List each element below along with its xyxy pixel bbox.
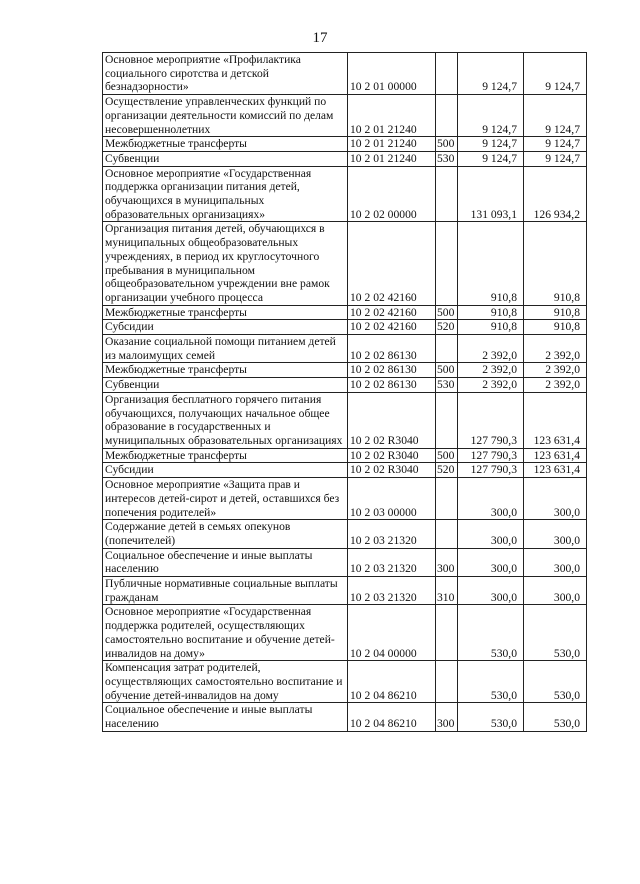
row-csr-cell: 10 2 02 42160	[348, 320, 436, 335]
row-vr-cell: 500	[436, 137, 458, 152]
row-amount-year1-cell: 530,0	[458, 661, 524, 703]
table-row	[103, 605, 587, 661]
row-amount-year2-cell: 2 392,0	[524, 378, 587, 393]
row-name-cell: Основное мероприятие «Государственная поддержка родителей, осуществляющих самостоятельно воспитание и обучение детей-инвалидов на дому»	[103, 605, 348, 661]
row-amount-year1-cell: 300,0	[458, 478, 524, 520]
row-amount-year1-cell: 300,0	[458, 548, 524, 576]
row-name-cell: Социальное обеспечение и иные выплаты населению	[103, 548, 348, 576]
row-amount-year2-cell: 9 124,7	[524, 53, 587, 95]
page-number: 17	[312, 30, 328, 46]
table-row	[103, 448, 587, 463]
table-row	[103, 305, 587, 320]
row-amount-year2-cell: 530,0	[524, 661, 587, 703]
row-amount-year1-cell: 530,0	[458, 605, 524, 661]
row-name-cell: Субвенции	[103, 151, 348, 166]
row-name-cell: Субвенции	[103, 378, 348, 393]
row-amount-year2-cell: 300,0	[524, 520, 587, 548]
row-csr-cell: 10 2 02 42160	[348, 222, 436, 305]
row-csr-cell: 10 2 02 86130	[348, 378, 436, 393]
row-csr-cell: 10 2 01 21240	[348, 151, 436, 166]
row-vr-cell	[436, 478, 458, 520]
row-csr-cell: 10 2 04 86210	[348, 661, 436, 703]
row-vr-cell	[436, 661, 458, 703]
row-name-cell: Межбюджетные трансферты	[103, 448, 348, 463]
row-csr-cell: 10 2 03 00000	[348, 478, 436, 520]
row-vr-cell	[436, 222, 458, 305]
row-amount-year1-cell: 910,8	[458, 305, 524, 320]
row-amount-year2-cell: 123 631,4	[524, 463, 587, 478]
row-amount-year2-cell: 530,0	[524, 605, 587, 661]
row-csr-cell: 10 2 01 21240	[348, 137, 436, 152]
row-amount-year1-cell: 2 392,0	[458, 363, 524, 378]
table-row	[103, 151, 587, 166]
budget-table-body	[103, 53, 587, 732]
row-amount-year1-cell: 910,8	[458, 320, 524, 335]
table-row	[103, 520, 587, 548]
row-name-cell: Субсидии	[103, 320, 348, 335]
row-vr-cell: 500	[436, 363, 458, 378]
row-amount-year2-cell: 123 631,4	[524, 392, 587, 448]
row-amount-year2-cell: 2 392,0	[524, 335, 587, 363]
row-vr-cell	[436, 335, 458, 363]
row-csr-cell: 10 2 02 R3040	[348, 392, 436, 448]
row-amount-year2-cell: 9 124,7	[524, 151, 587, 166]
row-amount-year2-cell: 9 124,7	[524, 137, 587, 152]
row-csr-cell: 10 2 02 R3040	[348, 448, 436, 463]
row-name-cell: Социальное обеспечение и иные выплаты населению	[103, 703, 348, 731]
row-name-cell: Межбюджетные трансферты	[103, 137, 348, 152]
row-vr-cell: 500	[436, 448, 458, 463]
row-amount-year2-cell: 300,0	[524, 478, 587, 520]
table-row	[103, 392, 587, 448]
row-amount-year1-cell: 300,0	[458, 520, 524, 548]
budget-table	[102, 52, 587, 732]
row-csr-cell: 10 2 03 21320	[348, 520, 436, 548]
row-amount-year2-cell: 910,8	[524, 305, 587, 320]
row-name-cell: Оказание социальной помощи питанием детей из малоимущих семей	[103, 335, 348, 363]
row-amount-year1-cell: 9 124,7	[458, 95, 524, 137]
row-vr-cell	[436, 95, 458, 137]
row-name-cell: Компенсация затрат родителей, осуществляющих самостоятельно воспитание и обучение детей-инвалидов на дому	[103, 661, 348, 703]
row-amount-year2-cell: 123 631,4	[524, 448, 587, 463]
row-vr-cell: 500	[436, 305, 458, 320]
table-row	[103, 166, 587, 222]
row-vr-cell: 530	[436, 151, 458, 166]
row-amount-year1-cell: 9 124,7	[458, 53, 524, 95]
row-amount-year2-cell: 9 124,7	[524, 95, 587, 137]
row-vr-cell	[436, 166, 458, 222]
row-name-cell: Осуществление управленческих функций по организации деятельности комиссий по делам несовершеннолетних	[103, 95, 348, 137]
row-amount-year1-cell: 2 392,0	[458, 378, 524, 393]
row-vr-cell	[436, 520, 458, 548]
table-row	[103, 320, 587, 335]
table-row	[103, 703, 587, 731]
row-vr-cell: 300	[436, 548, 458, 576]
table-row	[103, 548, 587, 576]
row-amount-year1-cell: 9 124,7	[458, 137, 524, 152]
row-vr-cell	[436, 392, 458, 448]
row-vr-cell: 310	[436, 577, 458, 605]
row-amount-year2-cell: 300,0	[524, 548, 587, 576]
row-amount-year2-cell: 530,0	[524, 703, 587, 731]
row-csr-cell: 10 2 03 21320	[348, 577, 436, 605]
row-amount-year2-cell: 126 934,2	[524, 166, 587, 222]
row-vr-cell: 300	[436, 703, 458, 731]
row-vr-cell	[436, 53, 458, 95]
row-amount-year2-cell: 910,8	[524, 222, 587, 305]
table-row	[103, 363, 587, 378]
table-row	[103, 661, 587, 703]
row-csr-cell: 10 2 02 R3040	[348, 463, 436, 478]
row-csr-cell: 10 2 04 00000	[348, 605, 436, 661]
row-amount-year1-cell: 127 790,3	[458, 463, 524, 478]
row-name-cell: Содержание детей в семьях опекунов (попечителей)	[103, 520, 348, 548]
table-row	[103, 378, 587, 393]
row-csr-cell: 10 2 01 00000	[348, 53, 436, 95]
row-amount-year1-cell: 127 790,3	[458, 448, 524, 463]
row-amount-year1-cell: 9 124,7	[458, 151, 524, 166]
table-row	[103, 137, 587, 152]
row-vr-cell: 520	[436, 320, 458, 335]
row-csr-cell: 10 2 02 86130	[348, 363, 436, 378]
table-row	[103, 463, 587, 478]
row-amount-year1-cell: 910,8	[458, 222, 524, 305]
row-amount-year1-cell: 300,0	[458, 577, 524, 605]
row-name-cell: Основное мероприятие «Профилактика социального сиротства и детской безнадзорности»	[103, 53, 348, 95]
row-csr-cell: 10 2 02 42160	[348, 305, 436, 320]
row-csr-cell: 10 2 04 86210	[348, 703, 436, 731]
row-amount-year1-cell: 131 093,1	[458, 166, 524, 222]
row-name-cell: Основное мероприятие «Государственная поддержка организации питания детей, обучающихся в муниципальных образовательных организациях»	[103, 166, 348, 222]
row-amount-year2-cell: 300,0	[524, 577, 587, 605]
row-name-cell: Организация бесплатного горячего питания обучающихся, получающих начальное общее образование в государственных и муниципальных образовательных организациях	[103, 392, 348, 448]
row-amount-year2-cell: 2 392,0	[524, 363, 587, 378]
table-row	[103, 478, 587, 520]
row-csr-cell: 10 2 02 00000	[348, 166, 436, 222]
table-row	[103, 335, 587, 363]
table-row	[103, 95, 587, 137]
row-amount-year1-cell: 127 790,3	[458, 392, 524, 448]
row-amount-year2-cell: 910,8	[524, 320, 587, 335]
row-amount-year1-cell: 2 392,0	[458, 335, 524, 363]
row-csr-cell: 10 2 02 86130	[348, 335, 436, 363]
table-row	[103, 53, 587, 95]
row-amount-year1-cell: 530,0	[458, 703, 524, 731]
row-vr-cell: 530	[436, 378, 458, 393]
row-name-cell: Основное мероприятие «Защита прав и интересов детей-сирот и детей, оставшихся без попечения родителей»	[103, 478, 348, 520]
table-row	[103, 577, 587, 605]
row-name-cell: Межбюджетные трансферты	[103, 305, 348, 320]
row-vr-cell	[436, 605, 458, 661]
row-name-cell: Субсидии	[103, 463, 348, 478]
row-name-cell: Организация питания детей, обучающихся в муниципальных общеобразовательных учреждениях, в период их круглосуточного пребывания в муниципальном общеобразовательном учреждении вне рамок организации учебного процесса	[103, 222, 348, 305]
row-name-cell: Публичные нормативные социальные выплаты гражданам	[103, 577, 348, 605]
table-row	[103, 222, 587, 305]
row-vr-cell: 520	[436, 463, 458, 478]
row-csr-cell: 10 2 03 21320	[348, 548, 436, 576]
row-name-cell: Межбюджетные трансферты	[103, 363, 348, 378]
row-csr-cell: 10 2 01 21240	[348, 95, 436, 137]
